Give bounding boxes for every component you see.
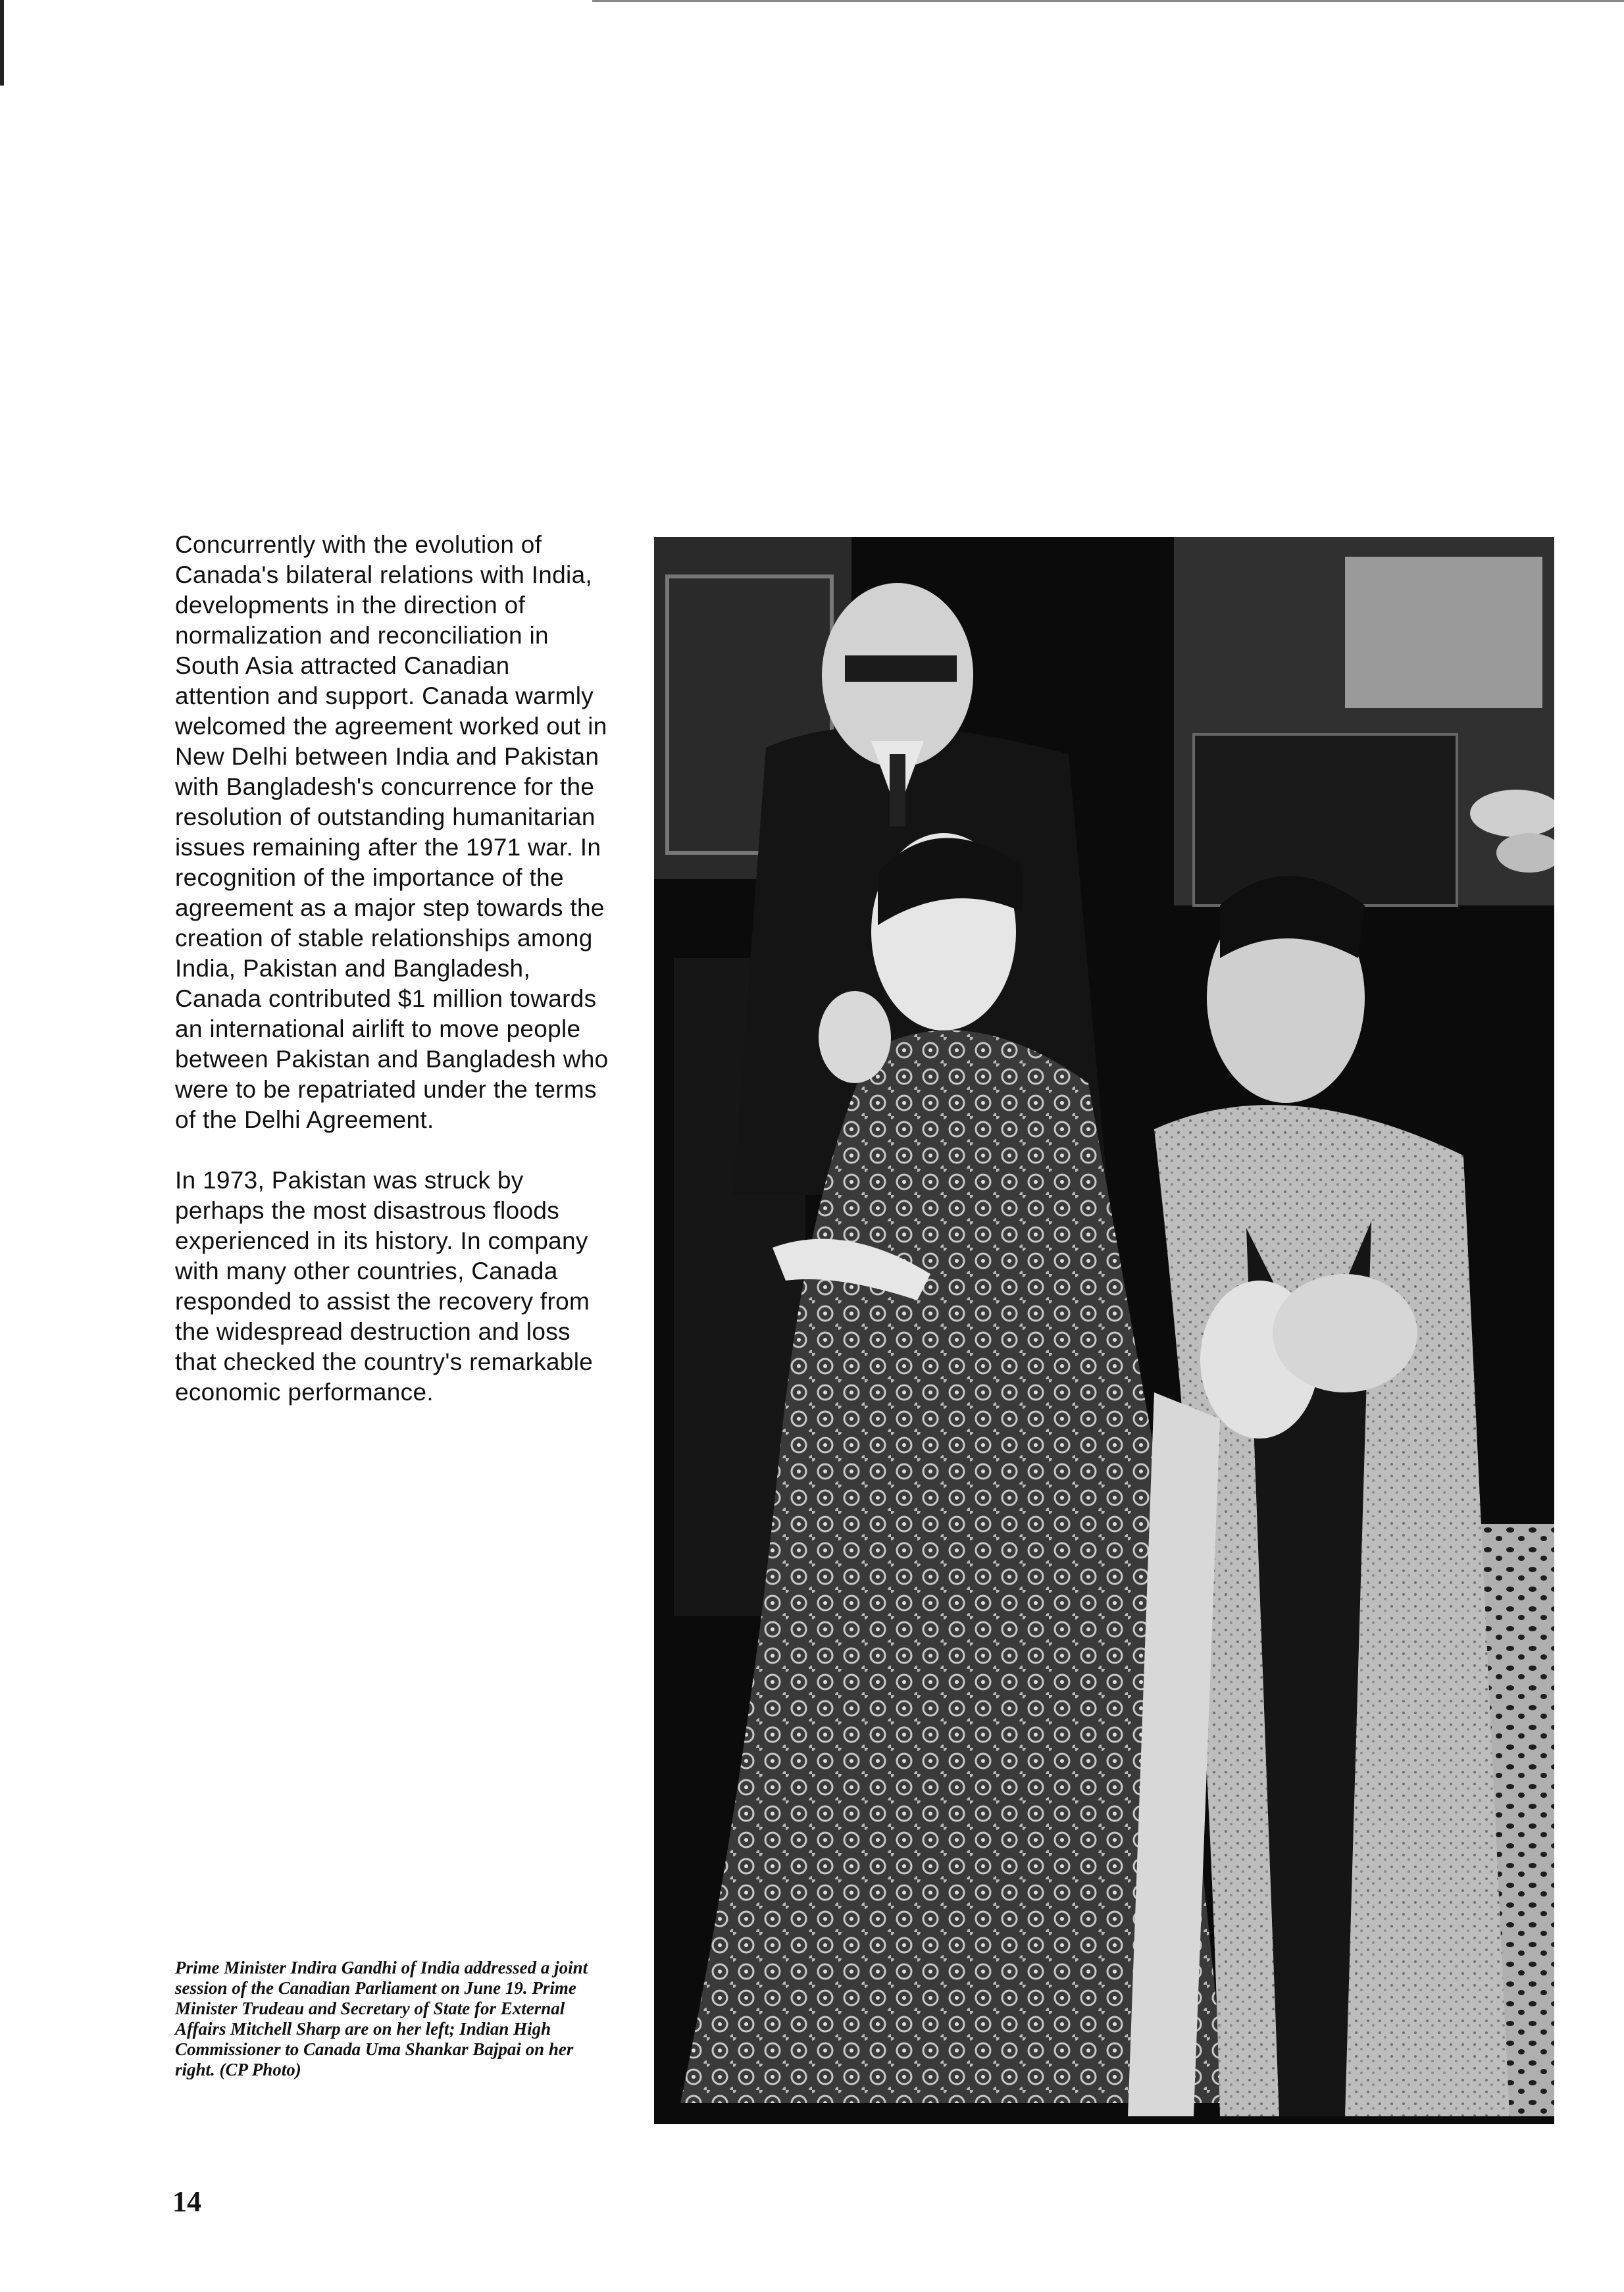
- photo-illustration: [654, 537, 1554, 2124]
- photo-caption: Prime Minister Indira Gandhi of India addressed a joint session of the Canadian Parliament on June 19. Prime Minister Trudeau and Secretary of State for External Affairs Mitchell Sharp are on her left; Indian High Commissioner to Canada Uma Shankar Bajpai on her right. (CP Photo): [175, 1958, 588, 2079]
- scan-edge-mark: [0, 0, 4, 86]
- page-number: 14: [172, 2185, 201, 2218]
- news-photo: [654, 537, 1554, 2124]
- paragraph-pakistan-floods: In 1973, Pakistan was struck by perhaps the most disastrous floods experienced in its history. In company with many other countries, Canada responded to assist the recovery from the widespread destruction and loss that checked the country's remarkable economic performance.: [175, 1167, 594, 1406]
- paragraph-delhi-agreement: Concurrently with the evolution of Canada's bilateral relations with India, developments in the direction of normalization and reconciliation in South Asia attracted Canadian attention and support. Canada warmly welcomed the agreement worked out in New Delhi between India and Pakistan with Bangladesh's concurrence for the resolution of outstanding humanitarian issues remaining after the 1971 war. In recognition of the importance of the agreement as a major step towards the creation of stable relationships among India, Pakistan and Bangladesh, Canada contributed $1 million towards an international airlift to move people between Pakistan and Bangladesh who were to be repatriated under the terms of the Delhi Agreement.: [175, 531, 609, 1133]
- body-text-column: [175, 530, 609, 1438]
- scan-border-line: [592, 0, 1624, 2]
